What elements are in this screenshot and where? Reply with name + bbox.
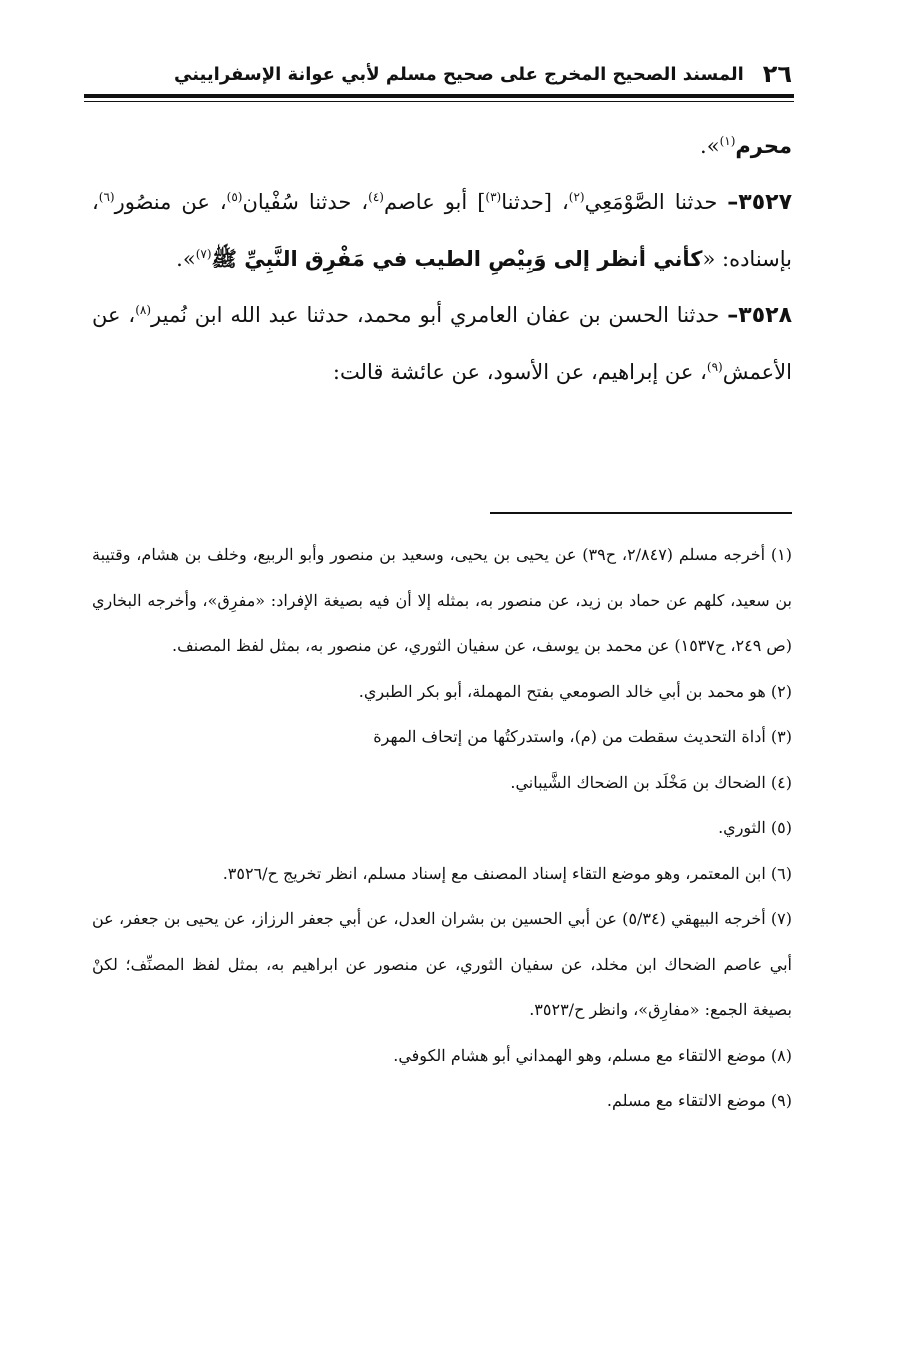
footnote-ref-9: (٩)	[706, 360, 723, 374]
footnote-ref-1: (١)	[719, 134, 736, 148]
main-text	[92, 118, 792, 400]
continuation-tail: ».	[700, 134, 720, 158]
hadith-3527-text-3: ] أبو عاصم	[383, 190, 486, 214]
footnote-8: (٨) موضع الالتقاء مع مسلم، وهو الهمداني أبو هشام الكوفي.	[393, 1045, 792, 1065]
footnotes	[92, 532, 792, 1124]
header-rule-thin	[84, 101, 794, 102]
footnote-7: (٧) أخرجه البيهقي (٥/٣٤) عن أبي الحسين بن بشران العدل، عن أبي جعفر الرزاز، عن يحيى بن جعفر، عن أبي عاصم الضحاك ابن مخلد، عن سفيان الثوري، عن منصور عن ابراهيم به، بمثل لفظ المصنِّف؛ لكنْ بصيغة الجمع: «مفارِق»، وانظر ح/٣٥٢٣.	[92, 909, 793, 1019]
footnote-ref-8: (٨)	[135, 303, 152, 317]
hadith-number-3527: ٣٥٢٧	[738, 190, 792, 215]
footnote-1: (١) أخرجه مسلم (٢/٨٤٧، ح٣٩) عن يحيى بن يحيى، وسعيد بن منصور وأبو الربيع، وخلف بن هشام، وقتيبة بن سعيد، كلهم عن حماد بن زيد، عن منصور به، بمثله إلا أن فيه بصيغة الإفراد: «مفرِق»، وأخرجه البخاري (ص ٢٤٩، ح١٥٣٧) عن محمد بن يوسف، عن سفيان الثوري، عن منصور به، بمثل لفظ المصنف.	[92, 545, 793, 655]
hadith-3527-text-5: ، عن منصُور	[114, 190, 227, 214]
running-title: المسند الصحيح المخرج على صحيح مسلم لأبي عوانة الإسفراييني	[174, 64, 744, 85]
continuation-word: محرم	[735, 134, 792, 158]
hadith-3527-text-1: حدثنا الصَّوْمَعِي	[584, 190, 728, 214]
hadith-number-3528: ٣٥٢٨	[738, 303, 792, 328]
footnote-separator	[490, 512, 792, 514]
hadith-3528-text-3: ، عن إبراهيم، عن الأسود، عن عائشة قالت:	[332, 360, 707, 384]
footnote-ref-3: (٣)	[485, 190, 502, 204]
footnote-2: (٢) هو محمد بن أبي خالد الصومعي بفتح المهملة، أبو بكر الطبري.	[358, 681, 792, 701]
hadith-3527-text-4: ، حدثنا سُفْيان	[242, 190, 369, 214]
footnote-4: (٤) الضحاك بن مَخْلَد بن الضحاك الشَّيباني.	[510, 772, 792, 792]
hadith-3527-text-6: ، بإسناده: «	[92, 190, 792, 271]
hadith-dash-3528: –	[727, 303, 739, 328]
hadith-3527-text-7: ».	[176, 247, 196, 271]
page-number: ٢٦	[762, 60, 792, 88]
hadith-dash-3527: –	[727, 190, 739, 215]
footnote-ref-4: (٤)	[368, 190, 384, 204]
footnote-5: (٥) الثوري.	[718, 818, 792, 837]
footnote-ref-6: (٦)	[98, 190, 115, 204]
hadith-3527	[92, 174, 792, 287]
header-rule-thick	[84, 94, 794, 98]
continuation-paragraph	[92, 118, 792, 174]
hadith-3528-text-1: حدثنا الحسن بن عفان العامري أبو محمد، حدثنا عبد الله ابن نُمير	[151, 303, 728, 327]
hadith-3527-text-2: ، [حدثنا	[501, 190, 569, 214]
footnote-3: (٣) أداة التحديث سقطت من (م)، واستدركتُها من إتحاف المهرة	[373, 727, 792, 746]
hadith-3527-matn: كأني أنظر إلى وَبِيْصِ الطيب في مَفْرِق النَّبِيِّ ﷺ	[211, 247, 703, 271]
page-header	[82, 58, 792, 94]
footnote-9: (٩) موضع الالتقاء مع مسلم.	[606, 1091, 792, 1110]
footnote-ref-7: (٧)	[195, 247, 212, 261]
hadith-3528	[92, 287, 792, 400]
hadith-3528-text-2: ، عن الأعمش	[92, 303, 792, 384]
footnote-6: (٦) ابن المعتمر، وهو موضع التقاء إسناد المصنف مع إسناد مسلم، انظر تخريج ح/٣٥٢٦.	[222, 863, 792, 883]
footnote-ref-5: (٥)	[226, 190, 243, 204]
footnote-ref-2: (٢)	[568, 190, 585, 204]
